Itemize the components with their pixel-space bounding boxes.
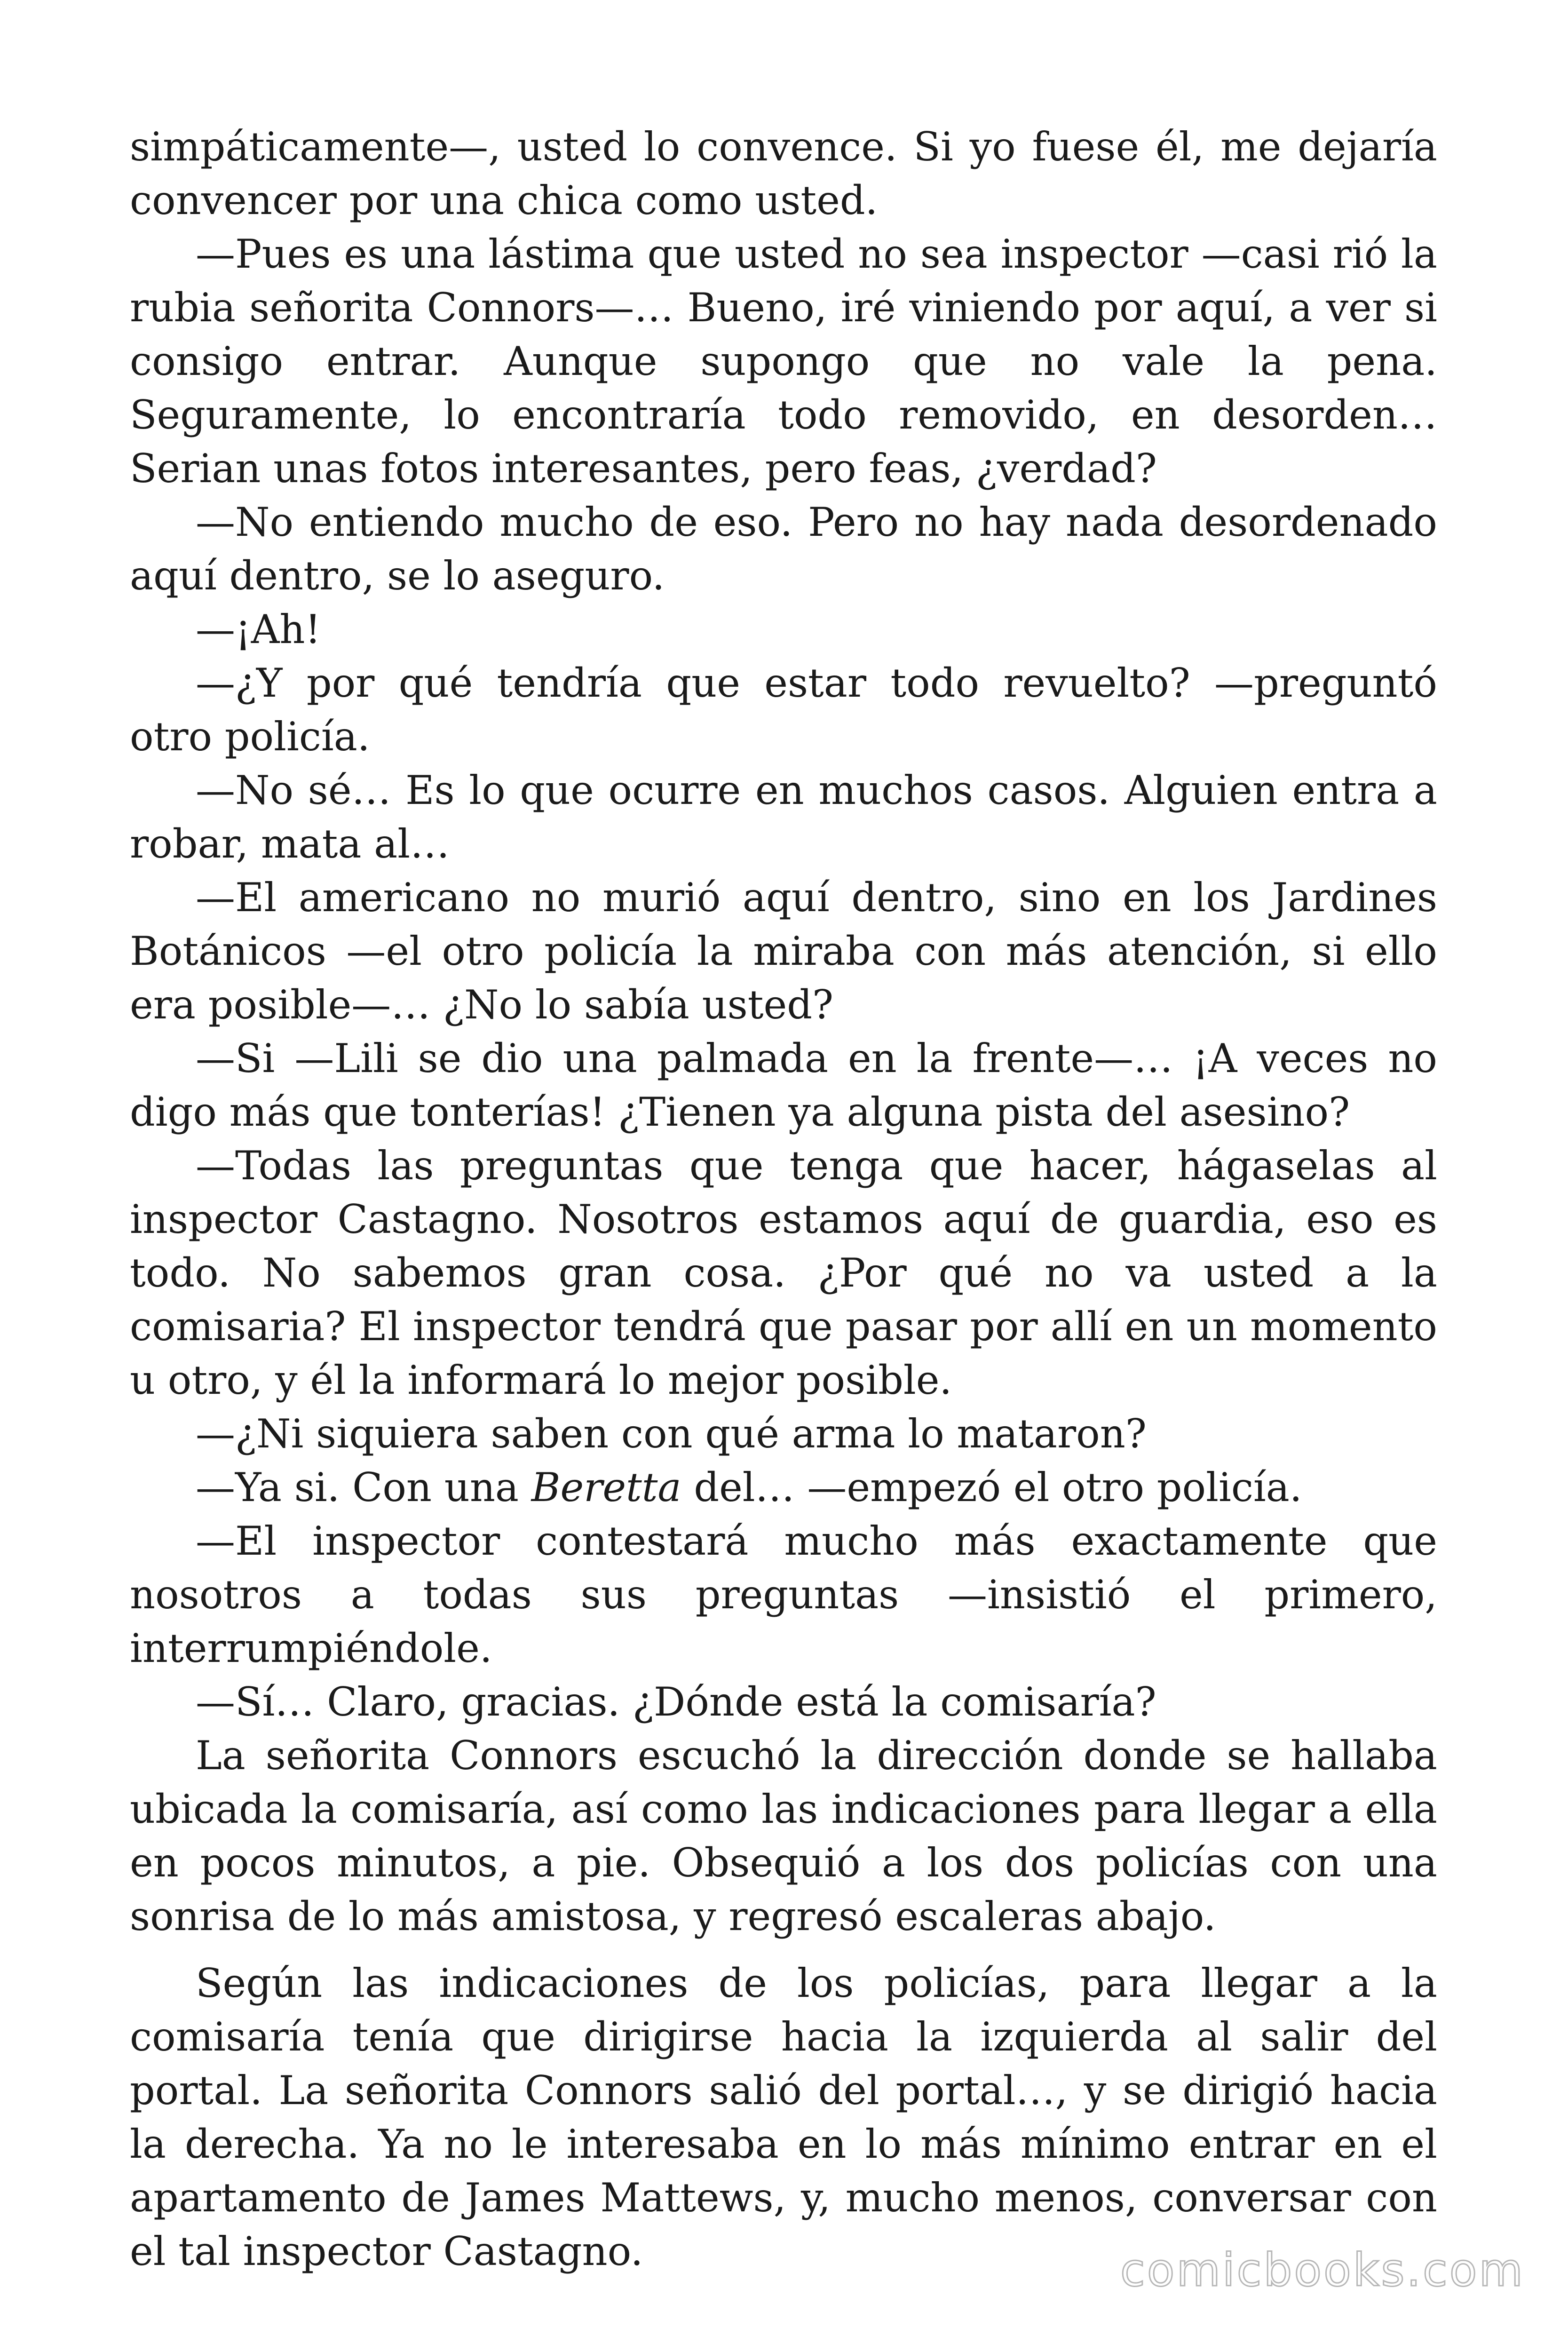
paragraph-text: del… —empezó el otro policía. [681,1464,1302,1510]
paragraph: —Pues es una lástima que usted no sea inspector —casi rió la rubia señorita Connors—… Bueno, iré viniendo por aquí, a ver si consigo entrar. Aunque supongo que no vale la pena. Seguramente, lo encontraría todo removido, en desorden… Serian unas fotos interesantes, pero feas, ¿verdad? [130,231,1437,492]
paragraph: —¿Ni siquiera saben con qué arma lo mataron? [196,1411,1147,1457]
paragraph-text: —Ya si. Con una [196,1464,531,1510]
paragraph: —No entiendo mucho de eso. Pero no hay nada desordenado aquí dentro, se lo aseguro. [130,499,1437,599]
paragraph: —Todas las preguntas que tenga que hacer, hágaselas al inspector Castagno. Nosotros estamos aquí de guardia, eso es todo. No sabemos gran cosa. ¿Por qué no va usted a la comisaria? El inspector tendrá que pasar por allí en un momento u otro, y él la informará lo mejor posible. [130,1143,1437,1403]
paragraph: La señorita Connors escuchó la dirección donde se hallaba ubicada la comisaría, así como las indicaciones para llegar a ella en pocos minutos, a pie. Obsequió a los dos policías con una sonrisa de lo más amistosa, y regresó escaleras abajo. [130,1732,1437,1939]
italic-weapon-name: Beretta [531,1464,681,1510]
paragraph: —Si —Lili se dio una palmada en la frente—… ¡A veces no digo más que tonterías! ¿Tienen ya alguna pista del asesino? [130,1035,1437,1135]
paragraph: —¿Y por qué tendría que estar todo revuelto? —preguntó otro policía. [130,660,1437,760]
paragraph [130,1461,1437,1514]
paragraph: —No sé… Es lo que ocurre en muchos casos. Alguien entra a robar, mata al… [130,767,1437,867]
paragraph: —¡Ah! [196,606,321,652]
text-body [130,120,1437,2278]
paragraph: —El inspector contestará mucho más exactamente que nosotros a todas sus preguntas —insistió el primero, interrumpiéndole. [130,1518,1437,1671]
watermark: comicbooks.com [1120,2244,1525,2296]
paragraph: Según las indicaciones de los policías, para llegar a la comisaría tenía que dirigirse hacia la izquierda al salir del portal. La señorita Connors salió del portal…, y se dirigió hacia la derecha. Ya no le interesaba en lo más mínimo entrar en el apartamento de James Mattews, y, mucho menos, conversar con el tal inspector Castagno. [130,1960,1437,2274]
paragraph: —Sí… Claro, gracias. ¿Dónde está la comisaría? [196,1679,1156,1725]
paragraph: simpáticamente—, usted lo convence. Si yo fuese él, me dejaría convencer por una chica como usted. [130,124,1437,223]
paragraph: —El americano no murió aquí dentro, sino en los Jardines Botánicos —el otro policía la miraba con más atención, si ello era posible—… ¿No lo sabía usted? [130,874,1437,1028]
